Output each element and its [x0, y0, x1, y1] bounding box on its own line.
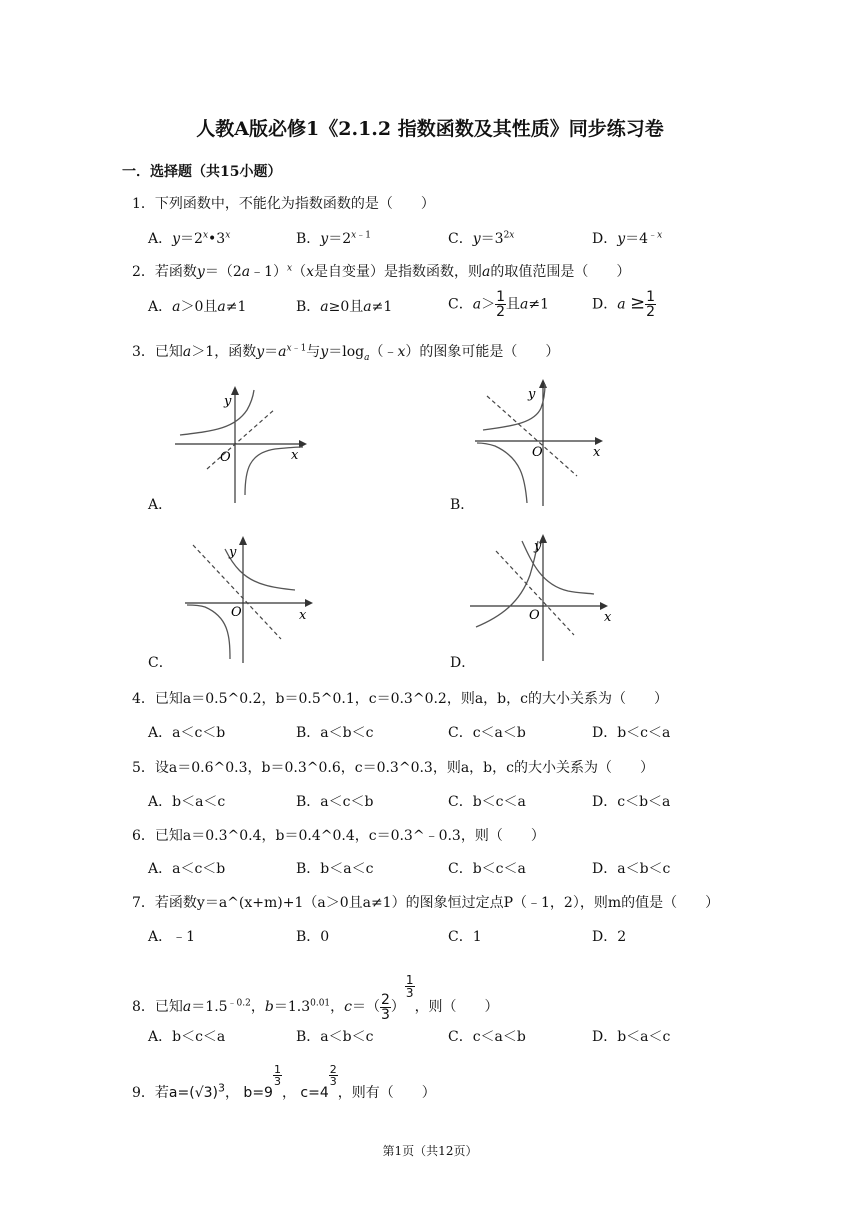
q8-option-c: C．c＜a＜b	[448, 1029, 526, 1045]
question-4-stem: 4．已知a＝0.5^0.2，b＝0.5^0.1，c＝0.3^0.2，则a，b，c的大小关系为（ ）	[132, 691, 668, 707]
svg-text:x: x	[593, 445, 601, 460]
svg-text:O: O	[231, 605, 242, 620]
q8-option-a: A．b＜c＜a	[148, 1029, 226, 1045]
graph-option-b	[475, 378, 615, 508]
fraction-one-half: $\frac{1}{2}$	[646, 289, 656, 320]
q2-option-b: B．a≥0且a≠1	[296, 299, 393, 315]
q4-option-d: D．b＜c＜a	[592, 725, 671, 741]
svg-text:y: y	[534, 539, 542, 554]
question-8-stem: 8．已知$a=1.5^{﹣0.2}$，$b=1.3^{0.01}$，c＝（ $\frac{2}{3}$ ） $\frac{1}{3}$ ，则（ ）	[132, 973, 499, 1023]
svg-text:O: O	[532, 445, 543, 460]
question-2-stem: 2．若函数y＝（2a﹣1）$^x$（x是自变量）是指数函数，则a的取值范围是（ ）	[132, 263, 631, 280]
graph-option-c	[185, 535, 325, 665]
svg-text:x: x	[604, 610, 612, 625]
q2-option-a: A．a＞0且a≠1	[148, 299, 247, 315]
q1-option-b: B．$y=2^{x﹣1}$	[296, 230, 371, 247]
q4-option-a: A．a＜c＜b	[148, 725, 226, 741]
fraction-two-thirds: $\frac{2}{3}$	[381, 991, 390, 1023]
svg-text:x: x	[291, 448, 299, 463]
page-title: 人教A版必修1《2.1.2 指数函数及其性质》同步练习卷	[196, 118, 664, 140]
svg-text:x: x	[299, 608, 307, 623]
question-9-stem: 9．若$a=(√3)^3$， b=9 $\frac{1}{3}$ ， c=4 $\frac{2}{3}$ ，则有（ ）	[132, 1063, 436, 1101]
q5-option-c: C．b＜c＜a	[448, 794, 526, 810]
question-5-stem: 5．设a＝0.6^0.3，b＝0.3^0.6，c＝0.3^0.3，则a，b，c的大小关系为（ ）	[132, 760, 654, 776]
exponent-one-third: $\frac{1}{3}$	[405, 973, 414, 1000]
q6-option-a: A．a＜c＜b	[148, 861, 226, 877]
question-7-stem: 7．若函数y＝a^(x+m)+1（a＞0且a≠1）的图象恒过定点P（﹣1，2），则m的值是（ ）	[132, 895, 720, 911]
graph-d-label: D．	[450, 655, 476, 671]
q5-option-d: D．c＜b＜a	[592, 794, 671, 810]
q7-option-c: C．1	[448, 929, 482, 945]
q7-option-a: A．﹣1	[148, 929, 196, 945]
q7-option-d: D．2	[592, 929, 627, 945]
svg-text:y: y	[229, 545, 237, 560]
q2-option-d: D．a ≥ $\frac{1}{2}$	[592, 289, 656, 320]
q4-option-b: B．a＜b＜c	[296, 725, 374, 741]
q1-option-c: C．$y=3^{2x}$	[448, 230, 515, 247]
q1-option-d: D．$y=4^{﹣x}$	[592, 230, 663, 247]
section-heading: 一．选择题（共15小题）	[122, 164, 282, 180]
question-3-stem: 3．已知a＞1，函数$y=a^{x﹣1}$与$y=\log_a(﹣x)$的图象可能是（ ）	[132, 343, 560, 363]
graph-a-label: A．	[148, 497, 173, 513]
graph-b-label: B．	[450, 497, 475, 513]
svg-text:O: O	[220, 450, 231, 465]
fraction-one-half: $\frac{1}{2}$	[496, 289, 505, 320]
q5-option-a: A．b＜a＜c	[148, 794, 226, 810]
page-footer: 第1页（共12页）	[382, 1144, 478, 1158]
graph-option-d	[470, 533, 620, 663]
q2-option-c: C．a＞ $\frac{1}{2}$ 且a≠1	[448, 289, 549, 320]
question-1-stem: 1．下列函数中，不能化为指数函数的是（ ）	[132, 196, 435, 212]
q6-option-c: C．b＜c＜a	[448, 861, 526, 877]
svg-text:y: y	[528, 387, 536, 402]
q4-option-c: C．c＜a＜b	[448, 725, 526, 741]
q7-option-b: B．0	[296, 929, 330, 945]
svg-text:y: y	[224, 394, 232, 409]
q6-option-d: D．a＜b＜c	[592, 861, 671, 877]
q8-option-d: D．b＜a＜c	[592, 1029, 671, 1045]
question-6-stem: 6．已知a＝0.3^0.4，b＝0.4^0.4，c＝0.3^﹣0.3，则（ ）	[132, 828, 545, 844]
q5-option-b: B．a＜c＜b	[296, 794, 374, 810]
q1-option-a: A．$y=2^x•3^x$	[148, 230, 231, 247]
graph-c-label: C．	[148, 655, 173, 671]
svg-text:O: O	[529, 608, 540, 623]
q6-option-b: B．b＜a＜c	[296, 861, 374, 877]
graph-option-a	[175, 385, 315, 505]
q8-option-b: B．a＜b＜c	[296, 1029, 374, 1045]
